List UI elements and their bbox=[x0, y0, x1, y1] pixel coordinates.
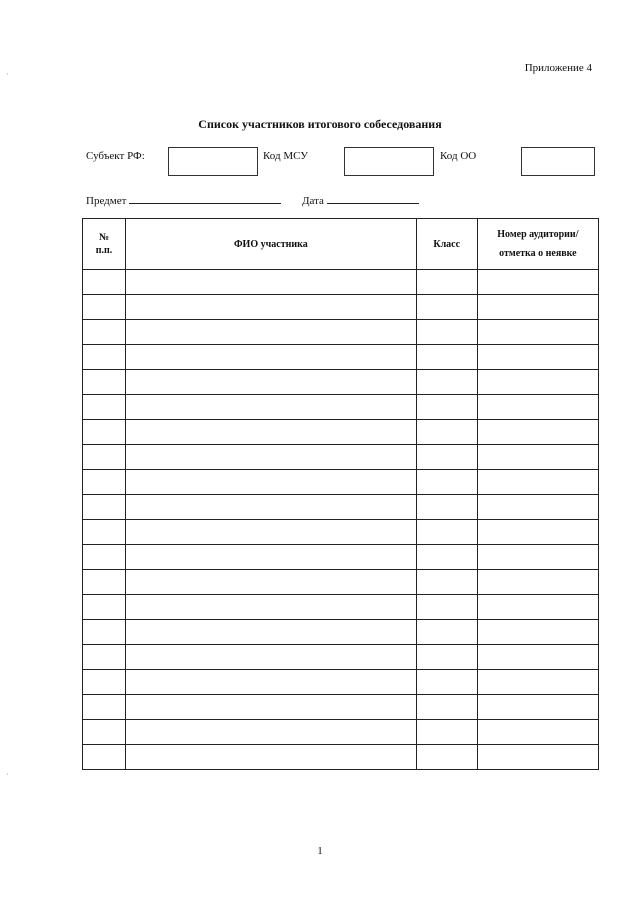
table-row bbox=[83, 295, 599, 320]
cell-name[interactable] bbox=[126, 495, 417, 520]
cell-room[interactable] bbox=[477, 320, 598, 345]
cell-number[interactable] bbox=[83, 695, 126, 720]
cell-number[interactable] bbox=[83, 545, 126, 570]
table-row bbox=[83, 645, 599, 670]
table-row bbox=[83, 395, 599, 420]
cell-room[interactable] bbox=[477, 645, 598, 670]
cell-room[interactable] bbox=[477, 420, 598, 445]
cell-number[interactable] bbox=[83, 320, 126, 345]
header-number-line1: № bbox=[99, 232, 110, 243]
cell-class[interactable] bbox=[416, 270, 477, 295]
appendix-label: Приложение 4 bbox=[524, 62, 592, 74]
header-room-line2: отметка о неявке bbox=[499, 248, 577, 259]
cell-room[interactable] bbox=[477, 495, 598, 520]
date-label: Дата bbox=[302, 195, 324, 207]
date-line[interactable] bbox=[327, 192, 419, 204]
date-row bbox=[302, 192, 419, 207]
cell-class[interactable] bbox=[416, 345, 477, 370]
cell-name[interactable] bbox=[126, 295, 417, 320]
cell-room[interactable] bbox=[477, 470, 598, 495]
cell-class[interactable] bbox=[416, 470, 477, 495]
cell-class[interactable] bbox=[416, 620, 477, 645]
cell-number[interactable] bbox=[83, 670, 126, 695]
cell-class[interactable] bbox=[416, 295, 477, 320]
cell-class[interactable] bbox=[416, 445, 477, 470]
cell-number[interactable] bbox=[83, 470, 126, 495]
cell-number[interactable] bbox=[83, 570, 126, 595]
cell-name[interactable] bbox=[126, 645, 417, 670]
cell-class[interactable] bbox=[416, 320, 477, 345]
header-number-line2: п.п. bbox=[95, 245, 113, 256]
cell-name[interactable] bbox=[126, 420, 417, 445]
cell-name[interactable] bbox=[126, 270, 417, 295]
cell-room[interactable] bbox=[477, 520, 598, 545]
cell-room[interactable] bbox=[477, 295, 598, 320]
predmet-line[interactable] bbox=[129, 192, 281, 204]
subject-label: Субъект РФ: bbox=[86, 150, 145, 162]
cell-class[interactable] bbox=[416, 520, 477, 545]
participants-table bbox=[82, 218, 599, 770]
table-row bbox=[83, 620, 599, 645]
header-class bbox=[416, 219, 477, 270]
cell-class[interactable] bbox=[416, 395, 477, 420]
table-row bbox=[83, 745, 599, 770]
cell-room[interactable] bbox=[477, 445, 598, 470]
predmet-row bbox=[86, 192, 281, 207]
cell-name[interactable] bbox=[126, 570, 417, 595]
cell-class[interactable] bbox=[416, 570, 477, 595]
cell-number[interactable] bbox=[83, 720, 126, 745]
table-row bbox=[83, 370, 599, 395]
table-row bbox=[83, 570, 599, 595]
cell-number[interactable] bbox=[83, 620, 126, 645]
table-row bbox=[83, 420, 599, 445]
table-row bbox=[83, 595, 599, 620]
cell-name[interactable] bbox=[126, 670, 417, 695]
cell-room[interactable] bbox=[477, 345, 598, 370]
header-number bbox=[83, 219, 126, 270]
cell-room[interactable] bbox=[477, 670, 598, 695]
table-row bbox=[83, 720, 599, 745]
table-row bbox=[83, 270, 599, 295]
cell-class[interactable] bbox=[416, 695, 477, 720]
cell-room[interactable] bbox=[477, 595, 598, 620]
table-row bbox=[83, 545, 599, 570]
table-row bbox=[83, 520, 599, 545]
cell-room[interactable] bbox=[477, 570, 598, 595]
scan-artifact: · bbox=[6, 770, 9, 779]
cell-class[interactable] bbox=[416, 670, 477, 695]
cell-room[interactable] bbox=[477, 720, 598, 745]
header-room bbox=[477, 219, 598, 270]
cell-name[interactable] bbox=[126, 395, 417, 420]
document-title: Список участников итогового собеседования bbox=[198, 117, 442, 131]
predmet-label: Предмет bbox=[86, 195, 127, 207]
table-row bbox=[83, 320, 599, 345]
cell-name[interactable] bbox=[126, 695, 417, 720]
cell-name[interactable] bbox=[126, 520, 417, 545]
cell-number[interactable] bbox=[83, 395, 126, 420]
cell-name[interactable] bbox=[126, 720, 417, 745]
cell-class[interactable] bbox=[416, 720, 477, 745]
cell-number[interactable] bbox=[83, 595, 126, 620]
table-row bbox=[83, 670, 599, 695]
header-name bbox=[126, 219, 417, 270]
table-header-row bbox=[83, 219, 599, 270]
header-room-line1: Номер аудитории/ bbox=[497, 229, 579, 240]
cell-class[interactable] bbox=[416, 370, 477, 395]
msu-label: Код МСУ bbox=[263, 150, 309, 162]
cell-class[interactable] bbox=[416, 420, 477, 445]
cell-room[interactable] bbox=[477, 270, 598, 295]
cell-number[interactable] bbox=[83, 520, 126, 545]
page-number: 1 bbox=[317, 845, 323, 857]
cell-class[interactable] bbox=[416, 595, 477, 620]
oo-box[interactable] bbox=[521, 147, 595, 176]
cell-number[interactable] bbox=[83, 420, 126, 445]
cell-name[interactable] bbox=[126, 370, 417, 395]
cell-name[interactable] bbox=[126, 620, 417, 645]
header-name-text: ФИО участника bbox=[233, 238, 308, 250]
subject-box[interactable] bbox=[168, 147, 258, 176]
cell-number[interactable] bbox=[83, 270, 126, 295]
cell-name[interactable] bbox=[126, 745, 417, 770]
cell-number[interactable] bbox=[83, 295, 126, 320]
cell-number[interactable] bbox=[83, 445, 126, 470]
cell-number[interactable] bbox=[83, 645, 126, 670]
cell-number[interactable] bbox=[83, 745, 126, 770]
table-row bbox=[83, 495, 599, 520]
cell-name[interactable] bbox=[126, 470, 417, 495]
cell-room[interactable] bbox=[477, 695, 598, 720]
cell-name[interactable] bbox=[126, 320, 417, 345]
cell-number[interactable] bbox=[83, 370, 126, 395]
cell-room[interactable] bbox=[477, 620, 598, 645]
cell-name[interactable] bbox=[126, 595, 417, 620]
cell-number[interactable] bbox=[83, 345, 126, 370]
cell-class[interactable] bbox=[416, 645, 477, 670]
cell-class[interactable] bbox=[416, 745, 477, 770]
cell-class[interactable] bbox=[416, 495, 477, 520]
cell-name[interactable] bbox=[126, 545, 417, 570]
cell-room[interactable] bbox=[477, 745, 598, 770]
table-row bbox=[83, 695, 599, 720]
table-row bbox=[83, 445, 599, 470]
table-row bbox=[83, 345, 599, 370]
cell-class[interactable] bbox=[416, 545, 477, 570]
cell-name[interactable] bbox=[126, 445, 417, 470]
scan-artifact: · bbox=[6, 70, 9, 79]
header-class-text: Класс bbox=[433, 238, 461, 250]
cell-name[interactable] bbox=[126, 345, 417, 370]
cell-room[interactable] bbox=[477, 395, 598, 420]
oo-label: Код ОО bbox=[440, 150, 477, 162]
msu-box[interactable] bbox=[344, 147, 434, 176]
cell-room[interactable] bbox=[477, 370, 598, 395]
cell-number[interactable] bbox=[83, 495, 126, 520]
table-row bbox=[83, 470, 599, 495]
cell-room[interactable] bbox=[477, 545, 598, 570]
